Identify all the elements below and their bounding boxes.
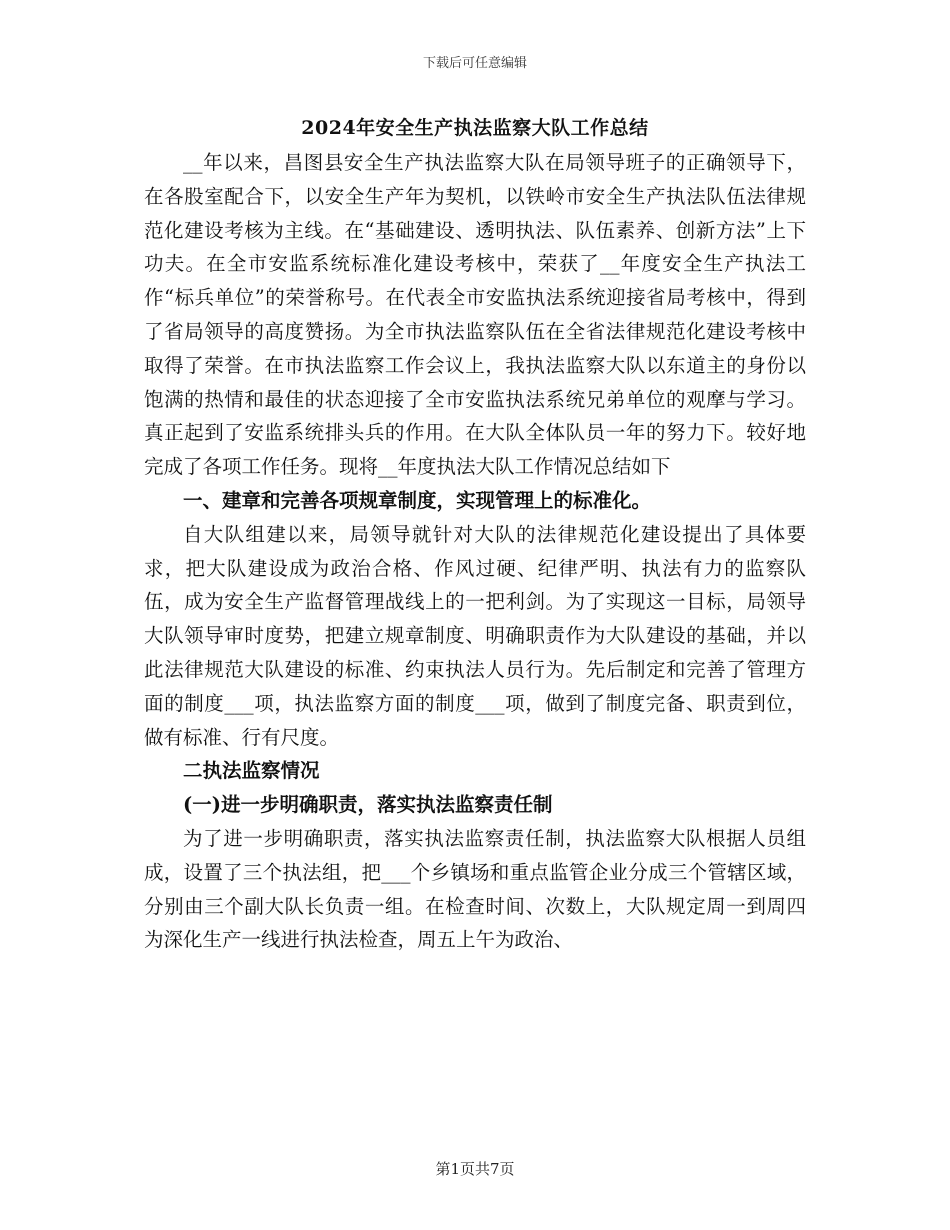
section-heading-2: 二执法监察情况 <box>183 759 320 783</box>
section-heading-1: 一、建章和完善各项规章制度，实现管理上的标准化。 <box>183 488 652 512</box>
document-body <box>144 146 806 957</box>
paragraph-intro: __年以来，昌图县安全生产执法监察大队在局领导班子的正确领导下，在各股室配合下，以安全生产年为契机，以铁岭市安全生产执法队伍法律规范化建设考核为主线。在“基础建设、透明执法、队伍素养、创新方法”上下功夫。在全市安监系统标准化建设考核中，荣获了__年度安全生产执法工作“标兵单位”的荣誉称号。在代表全市安监执法系统迎接省局考核中，得到了省局领导的高度赞扬。为全市执法监察队伍在全省法律规范化建设考核中取得了荣誉。在市执法监察工作会议上，我执法监察大队以东道主的身份以饱满的热情和最佳的状态迎接了全市安监执法系统兄弟单位的观摩与学习。真正起到了安监系统排头兵的作用。在大队全体队员一年的努力下。较好地完成了各项工作任务。现将__年度执法大队工作情况总结如下 <box>144 151 806 479</box>
page-number: 第1页共7页 <box>435 1160 515 1178</box>
page-header: 下载后可任意编辑 <box>422 56 527 71</box>
paragraph-regulations: 自大队组建以来，局领导就针对大队的法律规范化建设提出了具体要求，把大队建设成为政治合格、作风过硬、纪律严明、执法有力的监察队伍，成为安全生产监督管理战线上的一把利剑。为了实现这一目标，局领导大队领导审时度势，把建立规章制度、明确职责作为大队建设的基础，并以此法律规范大队建设的标准、约束执法人员行为。先后制定和完善了管理方面的制度___项，执法监察方面的制度___项，做到了制度完备、职责到位，做有标准、行有尺度。 <box>144 522 806 749</box>
subsection-heading-1: (一)进一步明确职责，落实执法监察责任制 <box>183 793 553 817</box>
paragraph-responsibility: 为了进一步明确职责，落实执法监察责任制，执法监察大队根据人员组成，设置了三个执法组，把___个乡镇场和重点监管企业分成三个管辖区域，分别由三个副大队长负责一组。在检查时间、次数上，大队规定周一到周四为深化生产一线进行执法检查，周五上午为政治、 <box>144 826 806 952</box>
document-title: 2024年安全生产执法监察大队工作总结 <box>301 117 649 139</box>
